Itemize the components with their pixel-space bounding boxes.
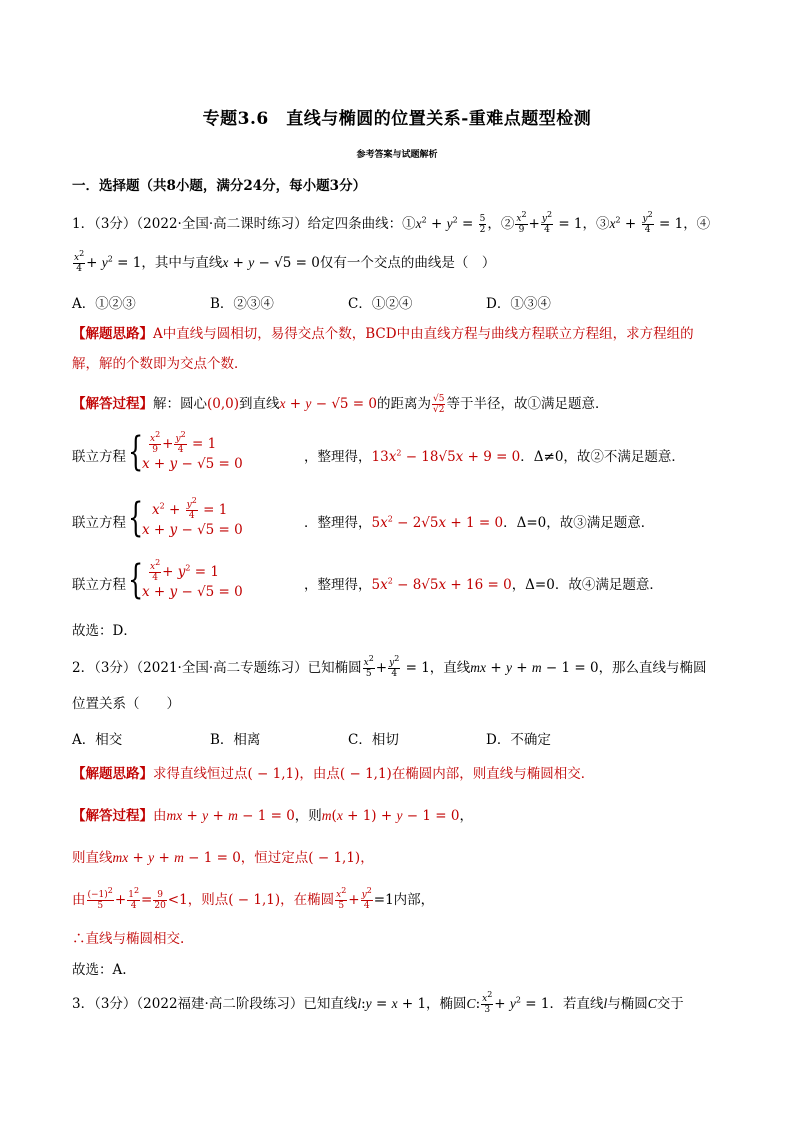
q2-option-d: D．不确定 (486, 732, 551, 748)
q2-line4: 由 $\frac{(-1)^2}{5}$ + $\frac{1^2}{4}$ = $\frac{9}{20}$ <1，则点( − 1,1)，在椭圆 $\frac{x^2}{5}$ + $\frac{y^2}{4}$ =1内部， (72, 886, 435, 911)
q2-option-c: C．相切 (348, 732, 399, 748)
q2-answer: 故选：A. (72, 962, 127, 978)
document-page: 专题3.6 直线与椭圆的位置关系-重难点题型检测 参考答案与试题解析 一．选择题（共8小题，满分24分，每小题3分） 1．（3分）（2022·全国·高二课时练习）给定四条曲线：$①x^2 + y^2$ = $\frac{5}{2}$ ，② $\frac{x^2}{9}$ + $\frac{y^2}{4}$ = 1，$③x^2$ + $\frac{y^2}{4}$ = 1，④ $\frac{x^2}{4}$ + $y^2 = 1$，其中与直线x + y − √5 = 0仅有一个交点的曲线是（ ） A．①②③ B．②③④ C．①②④ D．①③④ 【解题思路】A中直线与圆相切，易得交点个数，BCD中由直线方程与曲线方程联立方程组，求方程组的 解，解的个数即为交点个数． 【解答过程】解：圆心(0,0)到直线x + y − √5 = 0的距离为 $\frac{√5}{√2}$ 等于半径，故①满足题意． 联立方程 { $\frac{x^2}{9}$ + $\frac{y^2}{4}$ = 1 x + y − √5 = 0 ，整理得，$13x^2 - 18√5x + 9 = 0$．Δ≠0，故②不满足题意． 联立方程 { $x^2$ + $\frac{y^2}{4}$ = 1 x + y − √5 = 0 ．整理得，$5x^2 - 2√5x + 1 = 0$．Δ=0，故③满足题意． 联立方程 { $\frac{x^2}{4}$ + $y^2 = 1$ x + y − √5 = 0 ，整理得，$5x^2 - 8√5x + 16 = 0$，Δ=0．故④满足题意． 故选：D． 2．（3分）（2021·全国·高二专题练习）已知椭圆 $\frac{x^2}{5}$ + $\frac{y^2}{4}$ = 1，直线mx + y + m − 1 = 0，那么直线与椭圆 位置关系（ ） A．相交 B．相离 C．相切 D．不确定 【解题思路】求得直线恒过点( − 1,1)，由点( − 1,1)在椭圆内部，则直线与椭圆相交． 【解答过程】由mx + y + m − 1 = 0，则m(x + 1) + y − 1 = 0， 则直线mx + y + m − 1 = 0，恒过定点( − 1,1)， 由 $\frac{(-1)^2}{5}$ + $\frac{1^2}{4}$ = $\frac{9}{20}$ <1，则点( − 1,1)，在椭圆 $\frac{x^2}{5}$ + $\frac{y^2}{4}$ =1内部， ∴直线与椭圆相交. 故选：A. 3．（3分）（2022福建·高二阶段练习）已知直线l:y = x + 1，椭圆C: $\frac{x^2}{3}$ + $y^2 = 1$．若直线l与椭圆C交于 (0, 0, 794, 1123)
q2-idea-line: 【解题思路】求得直线恒过点( − 1,1)，由点( − 1,1)在椭圆内部，则直线与椭圆相交． (72, 766, 595, 782)
q3-stem-line1: 3．（3分）（2022福建·高二阶段练习）已知直线l:y = x + 1，椭圆C: $\frac{x^2}{3}$ + $y^2 = 1$．若直线l与椭圆C交于 (72, 990, 684, 1015)
q2-conclusion: ∴直线与椭圆相交. (72, 931, 185, 947)
q1-option-d: D．①③④ (486, 296, 551, 312)
q1-option-a: A．①②③ (72, 296, 136, 312)
q2-option-b: B．相离 (210, 732, 261, 748)
q1-option-b: B．②③④ (210, 296, 274, 312)
q2-line3: 则直线mx + y + m − 1 = 0，恒过定点( − 1,1)， (72, 850, 374, 866)
q2-stem-line1: 2．（3分）（2021·全国·高二专题练习）已知椭圆 $\frac{x^2}{5}$ + $\frac{y^2}{4}$ = 1，直线mx + y + m − 1 = 0，那么直线与椭圆 (72, 654, 707, 679)
page-title: 专题3.6 直线与椭圆的位置关系-重难点题型检测 (202, 109, 592, 129)
q1-idea-line2: 解，解的个数即为交点个数． (72, 356, 248, 372)
q2-option-a: A．相交 (72, 732, 123, 748)
q1-process-line: 【解答过程】解：圆心(0,0)到直线x + y − √5 = 0的距离为 $\frac{√5}{√2}$ 等于半径，故①满足题意． (72, 394, 609, 415)
q1-idea-line1: 【解题思路】A中直线与圆相切，易得交点个数，BCD中由直线方程与曲线方程联立方程组，求方程组的 (72, 326, 694, 342)
q1-stem-line2: $\frac{x^2}{4}$ + $y^2 = 1$，其中与直线x + y − √5 = 0仅有一个交点的曲线是（ ） (74, 249, 496, 274)
q1-option-c: C．①②④ (348, 296, 413, 312)
section-heading: 一．选择题（共8小题，满分24分，每小题3分） (72, 178, 367, 194)
q2-process-line: 【解答过程】由mx + y + m − 1 = 0，则m(x + 1) + y − 1 = 0， (72, 808, 473, 824)
q2-stem-line2: 位置关系（ ） (72, 696, 180, 712)
page-subtitle: 参考答案与试题解析 (356, 150, 438, 160)
q1-stem-line1: 1．（3分）（2022·全国·高二课时练习）给定四条曲线：$①x^2 + y^2$ = $\frac{5}{2}$ ，② $\frac{x^2}{9}$ + $\frac{y^2}{4}$ = 1，$③x^2$ + $\frac{y^2}{4}$ = 1，④ (72, 210, 711, 235)
q1-answer: 故选：D． (72, 623, 137, 639)
